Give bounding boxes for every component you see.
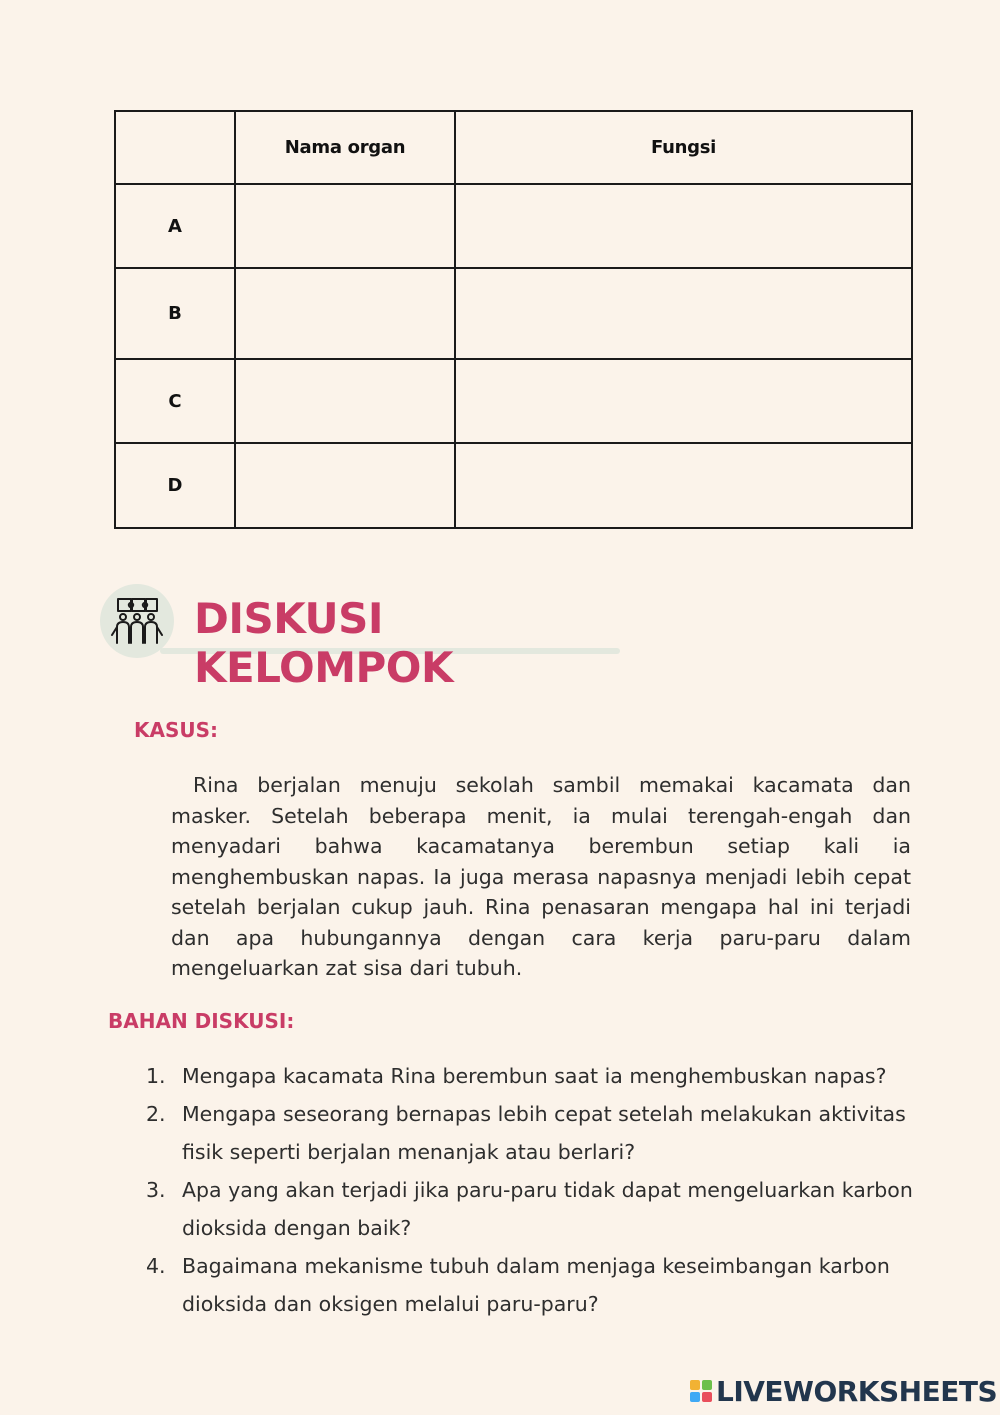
table-row <box>115 184 912 268</box>
question-text: Mengapa kacamata Rina berembun saat ia menghembuskan napas? <box>182 1064 887 1088</box>
liveworksheets-logo-icon <box>690 1380 712 1402</box>
question-number: 2. <box>146 1102 166 1126</box>
header-icon-badge <box>100 584 174 658</box>
fungsi-answer-cell[interactable] <box>455 184 912 268</box>
question-text: Bagaimana mekanisme tubuh dalam menjaga keseimbangan karbon dioksida dan oksigen melalui paru-paru? <box>182 1254 890 1316</box>
row-label: D <box>115 443 235 528</box>
organ-answer-cell[interactable] <box>235 359 455 443</box>
bahan-diskusi-label: BAHAN DISKUSI: <box>108 1009 295 1033</box>
list-item <box>140 1057 920 1095</box>
question-list <box>140 1057 920 1323</box>
fungsi-answer-cell[interactable] <box>455 268 912 359</box>
question-text: Apa yang akan terjadi jika paru-paru tidak dapat mengeluarkan karbon dioksida dengan baik? <box>182 1178 913 1240</box>
table-header-empty <box>115 111 235 184</box>
logo-square <box>702 1392 712 1402</box>
table-header-fungsi: Fungsi <box>455 111 912 184</box>
row-label: C <box>115 359 235 443</box>
list-item <box>140 1095 920 1171</box>
question-number: 3. <box>146 1178 166 1202</box>
fungsi-answer-cell[interactable] <box>455 359 912 443</box>
table-row <box>115 443 912 528</box>
brand-text: LIVEWORKSHEETS <box>716 1374 998 1408</box>
organ-table <box>114 110 913 529</box>
teamwork-puzzle-icon <box>110 595 164 647</box>
kasus-label: KASUS: <box>134 718 219 742</box>
question-text: Mengapa seseorang bernapas lebih cepat setelah melakukan aktivitas fisik seperti berjalan menanjak atau berlari? <box>182 1102 906 1164</box>
logo-square <box>702 1380 712 1390</box>
question-number: 1. <box>146 1064 166 1088</box>
section-header <box>100 584 640 692</box>
logo-square <box>690 1380 700 1390</box>
table-header-row <box>115 111 912 184</box>
liveworksheets-brand[interactable] <box>690 1374 997 1408</box>
organ-answer-cell[interactable] <box>235 268 455 359</box>
organ-answer-cell[interactable] <box>235 443 455 528</box>
row-label: A <box>115 184 235 268</box>
table-row <box>115 268 912 359</box>
table-row <box>115 359 912 443</box>
table-header-nama-organ: Nama organ <box>235 111 455 184</box>
organ-answer-cell[interactable] <box>235 184 455 268</box>
list-item <box>140 1247 920 1323</box>
row-label: B <box>115 268 235 359</box>
question-number: 4. <box>146 1254 166 1278</box>
logo-square <box>690 1392 700 1402</box>
fungsi-answer-cell[interactable] <box>455 443 912 528</box>
kasus-paragraph: Rina berjalan menuju sekolah sambil memakai kacamata dan masker. Setelah beberapa menit, ia mulai terengah-engah dan menyadari bahwa kacamatanya berembun setiap kali ia menghembuskan napas. Ia juga merasa napasnya menjadi lebih cepat setelah berjalan cukup jauh. Rina penasaran mengapa hal ini terjadi dan apa hubungannya dengan cara kerja paru-paru dalam mengeluarkan zat sisa dari tubuh. <box>171 773 911 980</box>
list-item <box>140 1171 920 1247</box>
section-title: DISKUSI KELOMPOK <box>194 594 454 692</box>
